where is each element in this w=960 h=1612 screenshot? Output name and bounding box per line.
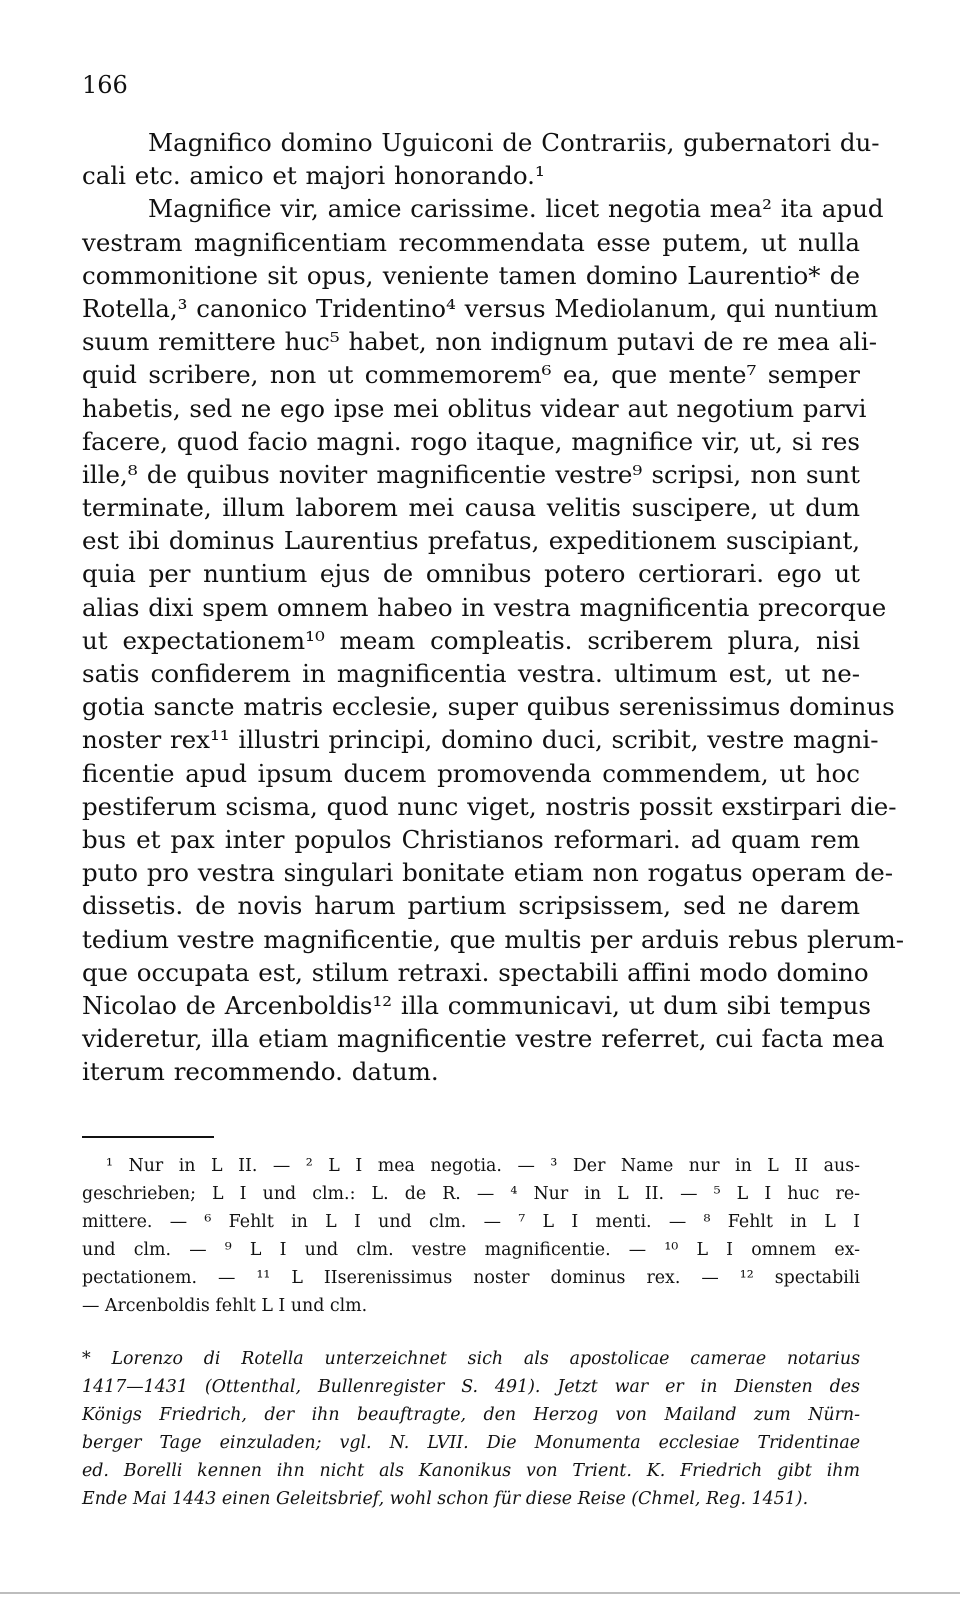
letter-line: facere, quod facio magni. rogo itaque, magnifice vir, ut, si res: [82, 426, 860, 456]
letter-line: cali etc. amico et majori honorando.¹: [82, 161, 545, 191]
letter-line: quia per nuntium ejus de omnibus potero certiorari. ego ut: [82, 559, 860, 589]
letter-line: pestiferum scisma, quod nunc viget, nostris possit exstirpari die-: [82, 791, 897, 821]
letter-line: commonitione sit opus, veniente tamen domino Laurentio* de: [82, 260, 860, 290]
note-line: Königs Friedrich, der ihn beauftragte, den Herzog von Mailand zum Nürn-: [82, 1405, 860, 1426]
letter-line: Rotella,³ canonico Tridentino⁴ versus Mediolanum, qui nuntium: [82, 293, 879, 323]
letter-line: puto pro vestra singulari bonitate etiam non rogatus operam de-: [82, 858, 894, 888]
letter-line: ficentie apud ipsum ducem promovenda commendem, ut hoc: [82, 758, 860, 788]
letter-line: satis confiderem in magnificentia vestra. ultimum est, ut ne-: [82, 659, 860, 688]
footnote-divider: [82, 1136, 214, 1138]
footnote-line: ¹ Nur in L II. — ² L I mea negotia. — ³ Der Name nur in L II aus-: [106, 1156, 860, 1176]
letter-text: [82, 126, 905, 1088]
letter-line: tedium vestre magnificentie, que multis per arduis rebus plerum-: [82, 924, 905, 954]
footnote-line: mittere. — ⁶ Fehlt in L I und clm. — ⁷ L I menti. — ⁸ Fehlt in L I: [82, 1212, 860, 1233]
footnote-line: und clm. — ⁹ L I und clm. vestre magnificentie. — ¹⁰ L I omnem ex-: [82, 1240, 860, 1261]
letter-line: Magnifico domino Uguiconi de Contrariis, gubernatori du-: [148, 128, 880, 157]
page-bottom-border: [0, 1592, 960, 1594]
letter-line: que occupata est, stilum retraxi. spectabili affini modo domino: [82, 957, 869, 987]
letter-line: iterum recommendo. datum.: [82, 1057, 439, 1087]
footnote-line: — Arcenboldis fehlt L I und clm.: [82, 1296, 368, 1317]
letter-line: ille,⁸ de quibus noviter magnificentie vestre⁹ scripsi, non sunt: [82, 459, 860, 489]
note-line: berger Tage einzuladen; vgl. N. LVII. Die Monumenta ecclesiae Tridentinae: [82, 1433, 860, 1454]
letter-line: gotia sancte matris ecclesie, super quibus serenissimus dominus: [82, 692, 895, 722]
note-line: * Lorenzo di Rotella unterzeichnet sich als apostolicae camerae notarius: [82, 1349, 860, 1369]
letter-line: noster rex¹¹ illustri principi, domino duci, scribit, vestre magni-: [82, 725, 879, 755]
letter-line: dissetis. de novis harum partium scripsissem, sed ne darem: [82, 891, 860, 921]
letter-line: alias dixi spem omnem habeo in vestra magnificentia precorque: [82, 592, 887, 622]
letter-line: bus et pax inter populos Christianos reformari. ad quam rem: [82, 824, 860, 854]
note-line: 1417—1431 (Ottenthal, Bullenregister S. 491). Jetzt war er in Diensten des: [82, 1377, 860, 1398]
note-line: ed. Borelli kennen ihn nicht als Kanonikus von Trient. K. Friedrich gibt ihm: [82, 1461, 860, 1482]
letter-line: habetis, sed ne ego ipse mei oblitus videar aut negotium parvi: [82, 393, 867, 423]
footnote-line: pectationem. — ¹¹ L IIserenissimus noster dominus rex. — ¹² spectabili: [82, 1268, 860, 1289]
letter-line: ut expectationem¹⁰ meam compleatis. scriberem plura, nisi: [82, 625, 860, 655]
page-number: 166: [82, 71, 128, 99]
editorial-note: [82, 1345, 860, 1514]
letter-line: videretur, illa etiam magnificentie vestre referret, cui facta mea: [82, 1024, 885, 1054]
letter-line: suum remittere huc⁵ habet, non indignum putavi de re mea ali-: [82, 327, 878, 357]
letter-line: Magnifice vir, amice carissime. licet negotia mea² ita apud: [148, 194, 884, 224]
letter-line: quid scribere, non ut commemorem⁶ ea, que mente⁷ semper: [82, 360, 860, 390]
letter-line: vestram magnificentiam recommendata esse putem, ut nulla: [82, 227, 860, 257]
letter-line: est ibi dominus Laurentius prefatus, expeditionem suscipiant,: [82, 526, 860, 556]
footnote-line: geschrieben; L I und clm.: L. de R. — ⁴ Nur in L II. — ⁵ L I huc re-: [82, 1184, 860, 1205]
letter-line: Nicolao de Arcenboldis¹² illa communicavi, ut dum sibi tempus: [82, 990, 871, 1020]
note-line: Ende Mai 1443 einen Geleitsbrief, wohl schon für diese Reise (Chmel, Reg. 1451).: [82, 1489, 809, 1510]
letter-line: terminate, illum laborem mei causa velitis suscipere, ut dum: [82, 493, 860, 523]
footnotes: [82, 1152, 860, 1321]
